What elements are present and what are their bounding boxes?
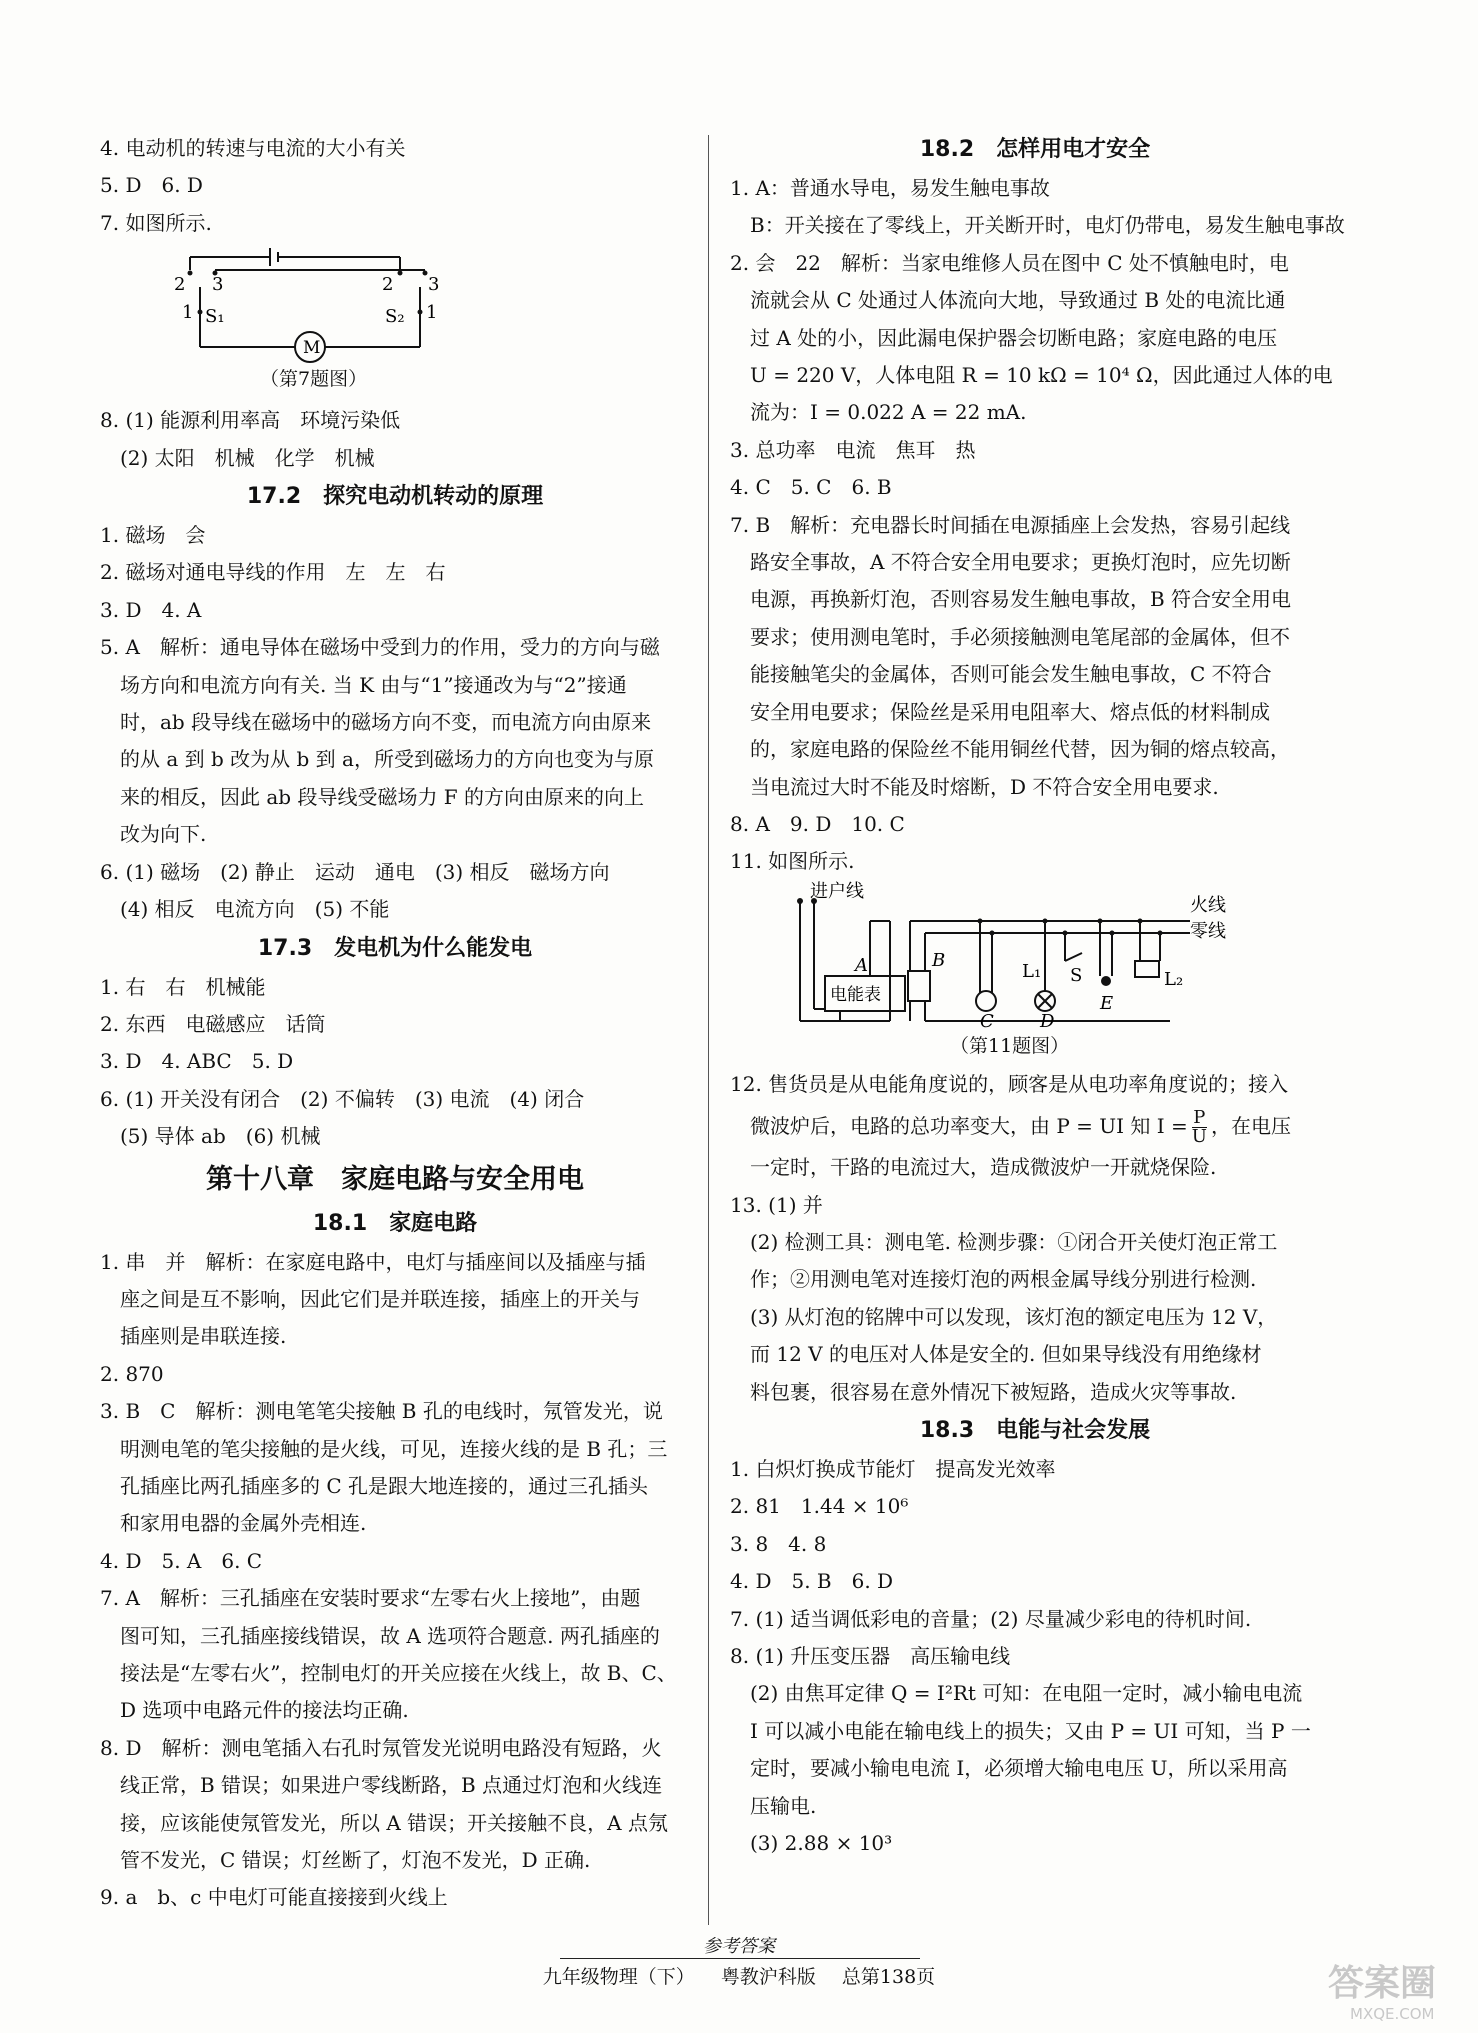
answer-line: 线正常，B 错误；如果进户零线断路，B 点通过灯泡和火线连: [100, 1773, 663, 1798]
answer-line: 接，应该能使氖管发光，所以 A 错误；开关接触不良，A 点氖: [100, 1810, 668, 1835]
footer-title: 参考答案: [703, 1936, 775, 1957]
socket-label: E: [1100, 992, 1114, 1014]
chapter-title: 第十八章 家庭电路与安全用电: [206, 1163, 584, 1195]
answer-line: 孔插座比两孔插座多的 C 孔是跟大地连接的，通过三孔插头: [100, 1473, 649, 1498]
switch-label: S₂: [385, 306, 405, 328]
answer-line: 1. 右 右 机械能: [100, 974, 266, 999]
answer-line: 电源，再换新灯泡，否则容易发生触电事故，B 符合安全用电: [730, 587, 1292, 612]
fraction-numerator: P: [1193, 1107, 1206, 1129]
terminal-label: 1: [182, 302, 194, 324]
answer-line: 料包裹，很容易在意外情况下被短路，造成火灾等事故.: [730, 1379, 1237, 1404]
live-wire-label: 火线: [1190, 894, 1226, 916]
answer-line: 7. A 解析：三孔插座在安装时要求“左零右火上接地”，由题: [100, 1586, 641, 1611]
answer-line: 4. D 5. A 6. C: [100, 1548, 263, 1573]
answer-line: 12. 售货员是从电能角度说的，顾客是从电功率角度说的；接入: [730, 1071, 1289, 1096]
answer-line: 11. 如图所示.: [730, 849, 855, 874]
answer-line: 来的相反，因此 ab 段导线受磁场力 F 的方向由原来的向上: [100, 784, 645, 809]
answer-line: 7. 如图所示.: [100, 210, 212, 235]
answer-line: 3. 总功率 电流 焦耳 热: [730, 437, 976, 462]
breaker-label: B: [932, 949, 946, 971]
left-column: [100, 130, 690, 1917]
switch-label: S₁: [205, 306, 225, 328]
answer-line: 3. D 4. A: [100, 597, 202, 622]
answer-line: I 可以减小电能在输电线上的损失；又由 P = UI 可知，当 P 一: [730, 1718, 1311, 1743]
answer-line: 2. 81 1.44 × 10⁶: [730, 1494, 909, 1519]
answer-line: 5. D 6. D: [100, 173, 203, 198]
answer-line: D 选项中电路元件的接法均正确.: [100, 1698, 409, 1723]
fraction-denominator: U: [1191, 1126, 1207, 1148]
answer-line: 场方向和电流方向有关. 当 K 由与“1”接通改为与“2”接通: [100, 672, 627, 697]
section-title: 18.1 家庭电路: [312, 1210, 478, 1236]
answer-line: 6. (1) 开关没有闭合 (2) 不偏转 (3) 电流 (4) 闭合: [100, 1086, 585, 1111]
answer-line: 2. 870: [100, 1361, 164, 1386]
answer-line: 1. 白炽灯换成节能灯 提高发光效率: [730, 1456, 1056, 1481]
answer-line: B：开关接在了零线上，开关断开时，电灯仍带电，易发生触电事故: [730, 213, 1345, 238]
answer-line: 改为向下.: [100, 822, 207, 847]
answer-line: 而 12 V 的电压对人体是安全的. 但如果导线没有用绝缘材: [730, 1342, 1262, 1367]
answer-lines: [730, 1451, 1340, 1862]
footer-edition: 粤教沪科版: [720, 1966, 816, 1988]
answer-line: 8. (1) 升压变压器 高压输电线: [730, 1644, 1011, 1668]
switch-label: S: [1070, 964, 1083, 986]
answer-line: 座之间是互不影响，因此它们是并联连接，插座上的开关与: [100, 1286, 640, 1311]
answer-line: 8. D 解析：测电笔插入右孔时氖管发光说明电路没有短路，火: [100, 1735, 662, 1760]
meter-box-label: A: [855, 954, 868, 976]
footer-info: [0, 1962, 1478, 1989]
answer-line: (3) 2.88 × 10³: [730, 1831, 893, 1856]
answer-line: (4) 相反 电流方向 (5) 不能: [100, 897, 390, 922]
answer-line: 1. 磁场 会: [100, 523, 206, 548]
answer-lines: [100, 969, 690, 1156]
fraction: [1192, 1109, 1207, 1146]
terminal-label: 1: [426, 302, 438, 324]
answer-lines: [100, 130, 690, 242]
watermark-text: 答案圈: [1328, 1963, 1437, 2004]
answer-line: 7. (1) 适当调低彩电的音量；(2) 尽量减少彩电的待机时间.: [730, 1606, 1252, 1631]
neutral-wire-label: 零线: [1190, 920, 1226, 942]
answer-lines: [730, 170, 1345, 881]
socket-label: C: [980, 1010, 994, 1031]
answer-line: 13. (1) 并: [730, 1192, 823, 1217]
answer-line: 当电流过大时不能及时熔断，D 不符合安全用电要求.: [730, 774, 1219, 799]
answer-line: 3. 8 4. 8: [730, 1531, 827, 1556]
answer-line: 8. (1) 能源利用率高 环境污染低: [100, 408, 401, 433]
answer-line: (2) 太阳 机械 化学 机械: [100, 445, 375, 470]
section-title: 17.3 发电机为什么能发电: [257, 935, 533, 961]
answer-text: 微波炉后，电路的总功率变大，由 P = UI 知 I =: [730, 1114, 1188, 1139]
answer-line: 4. D 5. B 6. D: [730, 1569, 894, 1594]
section-title: 18.2 怎样用电才安全: [919, 137, 1151, 162]
answer-line: 时，ab 段导线在磁场中的磁场方向不变，而电流方向由原来: [100, 710, 652, 735]
entry-label: 进户线: [810, 880, 864, 902]
answer-text: ，在电压: [1210, 1114, 1291, 1139]
answer-line: 要求；使用测电笔时，手必须接触测电笔尾部的金属体，但不: [730, 624, 1290, 649]
answer-line: [730, 1103, 1340, 1149]
terminal-label: 2: [174, 274, 186, 296]
watermark-logo: [1320, 1955, 1470, 2025]
answer-line: 1. A：普通水导电，易发生触电事故: [730, 176, 1050, 200]
footer-page-number: 总第138页: [841, 1966, 936, 1988]
right-column: [730, 130, 1345, 1862]
answer-line: 图可知，三孔插座接线错误，故 A 选项符合题意. 两孔插座的: [100, 1623, 660, 1648]
household-circuit-diagram: [770, 881, 1250, 1031]
answer-line: 过 A 处的小，因此漏电保护器会切断电路；家庭电路的电压: [730, 325, 1278, 350]
answer-line: 的从 a 到 b 改为从 b 到 a，所受到磁场力的方向也变为与原: [100, 747, 654, 772]
figure-7: [100, 242, 690, 402]
footer-grade: 九年级物理（下）: [542, 1966, 695, 1988]
meter-label: 电能表: [830, 984, 881, 1005]
answer-line: 作；②用测电笔对连接灯泡的两根金属导线分别进行检测.: [730, 1267, 1257, 1292]
answer-line: 能接触笔尖的金属体，否则可能会发生触电事故，C 不符合: [730, 662, 1272, 687]
answer-12: [730, 1066, 1340, 1187]
answer-line: 2. 会 22 解析：当家电维修人员在图中 C 处不慎触电时，电: [730, 250, 1289, 275]
answer-lines: [100, 402, 690, 477]
terminal-label: 3: [428, 274, 440, 296]
answer-line: 5. A 解析：通电导体在磁场中受到力的作用，受力的方向与磁: [100, 635, 660, 660]
terminal-label: 3: [212, 274, 224, 296]
answer-line: 9. a b、c 中电灯可能直接接到火线上: [100, 1885, 448, 1910]
answer-line: 1. 串 并 解析：在家庭电路中，电灯与插座间以及插座与插: [100, 1249, 646, 1274]
answer-line: 4. C 5. C 6. B: [730, 475, 892, 500]
section-title: 18.3 电能与社会发展: [919, 1417, 1151, 1443]
answer-line: U = 220 V，人体电阻 R = 10 kΩ = 10⁴ Ω，因此通过人体的电: [730, 363, 1333, 388]
answer-line: 4. 电动机的转速与电流的大小有关: [100, 136, 406, 160]
answer-line: 插座则是串联连接.: [100, 1324, 287, 1349]
column-divider: [708, 135, 709, 1925]
figure-caption: （第11题图）: [950, 1034, 1070, 1057]
answer-line: 明测电笔的笔尖接触的是火线，可见，连接火线的是 B 孔；三: [100, 1436, 668, 1461]
answer-line: 2. 磁场对通电导线的作用 左 左 右: [100, 560, 446, 585]
answer-lines: [100, 1244, 690, 1917]
lamp-label: L₂: [1164, 968, 1184, 990]
answer-line: (5) 导体 ab (6) 机械: [100, 1124, 321, 1149]
answer-line: 8. A 9. D 10. C: [730, 811, 905, 836]
answer-line: 流就会从 C 处通过人体流向大地，导致通过 B 处的电流比通: [730, 288, 1286, 313]
answer-line: 管不发光，C 错误；灯丝断了，灯泡不发光，D 正确.: [100, 1848, 591, 1873]
watermark-url: MXQE.COM: [1350, 2005, 1435, 2023]
answer-line: 接法是“左零右火”，控制电灯的开关应接在火线上，故 B、C、: [100, 1661, 677, 1685]
answer-line: 2. 东西 电磁感应 话筒: [100, 1011, 326, 1036]
answer-line: 一定时，干路的电流过大，造成微波炉一开就烧保险.: [730, 1155, 1217, 1180]
answer-line: 流为：I = 0.022 A = 22 mA.: [730, 400, 1027, 425]
answer-line: 和家用电器的金属外壳相连.: [100, 1511, 367, 1536]
figure-caption: （第7题图）: [260, 368, 368, 391]
answer-line: (2) 检测工具：测电笔. 检测步骤：①闭合开关使灯泡正常工: [730, 1229, 1278, 1254]
answer-line: 的，家庭电路的保险丝不能用铜丝代替，因为铜的熔点较高，: [730, 737, 1290, 762]
answer-lines: [730, 1187, 1340, 1411]
answer-line: 路安全事故，A 不符合安全用电要求；更换灯泡时，应先切断: [730, 550, 1291, 575]
figure-11: [730, 881, 1340, 1066]
terminal-label: 2: [382, 274, 394, 296]
answer-line: (2) 由焦耳定律 Q = I²Rt 可知：在电阻一定时，减小输电电流: [730, 1681, 1303, 1706]
lamp-label: L₁: [1022, 960, 1042, 982]
motor-circuit-diagram: [160, 242, 460, 372]
section-title: 17.2 探究电动机转动的原理: [246, 484, 544, 510]
answer-line: 3. B C 解析：测电笔笔尖接触 B 孔的电线时，氖管发光，说: [100, 1399, 663, 1424]
answer-line: (3) 从灯泡的铭牌中可以发现，该灯泡的额定电压为 12 V，: [730, 1304, 1278, 1329]
answer-line: 7. B 解析：充电器长时间插在电源插座上会发热，容易引起线: [730, 512, 1291, 537]
footer-rule: [560, 1958, 920, 1959]
answer-line: 压输电.: [730, 1793, 817, 1818]
lamp-label: D: [1040, 1010, 1055, 1031]
answer-line: 6. (1) 磁场 (2) 静止 运动 通电 (3) 相反 磁场方向: [100, 859, 610, 884]
answer-line: 3. D 4. ABC 5. D: [100, 1049, 294, 1074]
answer-line: 定时，要减小输电电流 I，必须增大输电电压 U，所以采用高: [730, 1756, 1288, 1781]
motor-label: M: [303, 338, 321, 359]
answer-line: 安全用电要求；保险丝是采用电阻率大、熔点低的材料制成: [730, 699, 1270, 724]
answer-lines: [100, 517, 690, 928]
